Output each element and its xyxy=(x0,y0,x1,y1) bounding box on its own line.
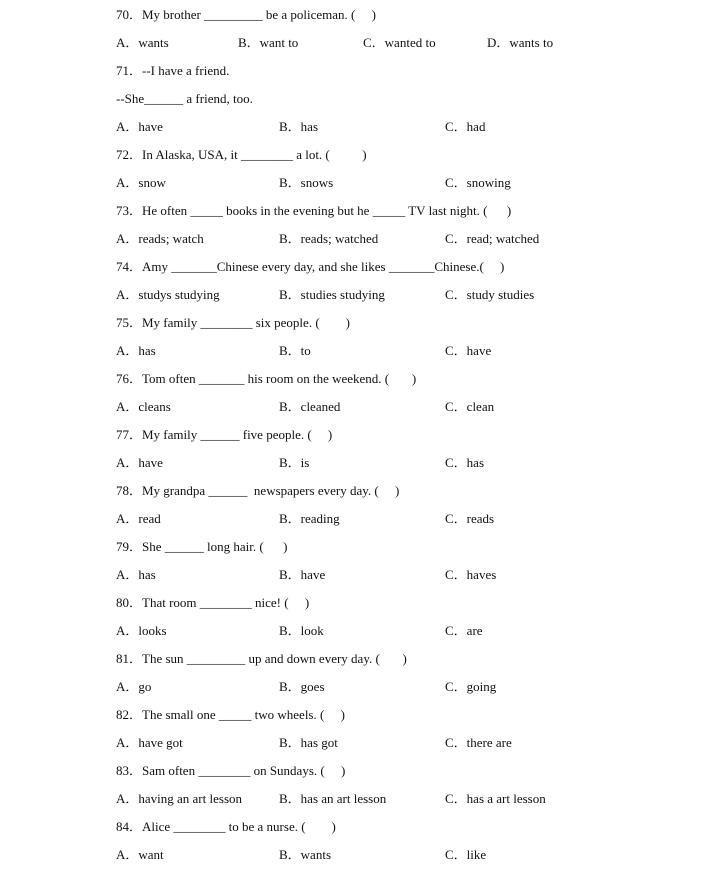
answer-option-b[interactable]: B．reading xyxy=(279,511,340,526)
question-stem: 80．That room ________ nice! ( ) xyxy=(116,595,310,610)
answer-option-b[interactable]: B．to xyxy=(279,343,311,358)
answer-option-b[interactable]: B．has got xyxy=(279,735,338,750)
answer-option-c[interactable]: C．snowing xyxy=(445,175,511,190)
answer-option-b[interactable]: B．look xyxy=(279,623,324,638)
answer-option-c[interactable]: C．clean xyxy=(445,399,495,414)
question-stem: 83．Sam often ________ on Sundays. ( ) xyxy=(116,763,346,778)
answer-option-c[interactable]: C．read; watched xyxy=(445,231,540,246)
answer-option-a[interactable]: A．reads; watch xyxy=(116,231,204,246)
answer-option-a[interactable]: A．has xyxy=(116,567,156,582)
answer-option-b[interactable]: B．studies studying xyxy=(279,287,385,302)
answer-option-a[interactable]: A．have xyxy=(116,455,163,470)
answer-option-b[interactable]: B．have xyxy=(279,567,326,582)
question-stem: 73．He often _____ books in the evening but he _____ TV last night. ( ) xyxy=(116,203,512,218)
question-stem: 84．Alice ________ to be a nurse. ( ) xyxy=(116,819,336,834)
answer-option-a[interactable]: A．read xyxy=(116,511,161,526)
answer-option-a[interactable]: A．go xyxy=(116,679,152,694)
answer-option-c[interactable]: C．has a art lesson xyxy=(445,791,546,806)
question-stem: 78．My grandpa ______ newspapers every day. ( ) xyxy=(116,483,400,498)
answer-option-a[interactable]: A．has xyxy=(116,343,156,358)
answer-option-a[interactable]: A．looks xyxy=(116,623,167,638)
answer-option-d[interactable]: D．wants to xyxy=(487,35,554,50)
answer-option-a[interactable]: A．studys studying xyxy=(116,287,220,302)
answer-option-c[interactable]: C．study studies xyxy=(445,287,535,302)
answer-option-c[interactable]: C．going xyxy=(445,679,497,694)
answer-option-a[interactable]: A．want xyxy=(116,847,164,862)
answer-option-b[interactable]: B．want to xyxy=(238,35,299,50)
answer-option-c[interactable]: C．had xyxy=(445,119,486,134)
answer-option-a[interactable]: A．having an art lesson xyxy=(116,791,243,806)
answer-option-b[interactable]: B．cleaned xyxy=(279,399,341,414)
answer-option-c[interactable]: C．have xyxy=(445,343,492,358)
answer-option-c[interactable]: C．haves xyxy=(445,567,497,582)
answer-option-b[interactable]: B．goes xyxy=(279,679,325,694)
answer-option-c[interactable]: C．has xyxy=(445,455,485,470)
answer-option-b[interactable]: B．reads; watched xyxy=(279,231,379,246)
question-stem: 79．She ______ long hair. ( ) xyxy=(116,539,288,554)
answer-option-a[interactable]: A．wants xyxy=(116,35,169,50)
question-stem: 74．Amy _______Chinese every day, and she likes _______Chinese.( ) xyxy=(116,259,505,274)
question-stem: 76．Tom often _______ his room on the weekend. ( ) xyxy=(116,371,417,386)
answer-option-b[interactable]: B．has an art lesson xyxy=(279,791,387,806)
answer-option-a[interactable]: A．have got xyxy=(116,735,183,750)
answer-option-c[interactable]: C．are xyxy=(445,623,483,638)
answer-option-c[interactable]: C．wanted to xyxy=(363,35,436,50)
answer-option-b[interactable]: B．wants xyxy=(279,847,332,862)
answer-option-b[interactable]: B．snows xyxy=(279,175,334,190)
question-stem: 77．My family ______ five people. ( ) xyxy=(116,427,333,442)
answer-option-b[interactable]: B．is xyxy=(279,455,310,470)
answer-option-c[interactable]: C．like xyxy=(445,847,487,862)
question-stem: 70．My brother _________ be a policeman. ( ) xyxy=(116,7,376,22)
answer-option-a[interactable]: A．snow xyxy=(116,175,166,190)
question-stem: 81．The sun _________ up and down every day. ( ) xyxy=(116,651,407,666)
answer-option-b[interactable]: B．has xyxy=(279,119,319,134)
answer-option-a[interactable]: A．cleans xyxy=(116,399,171,414)
answer-option-a[interactable]: A．have xyxy=(116,119,163,134)
question-stem: 75．My family ________ six people. ( ) xyxy=(116,315,350,330)
answer-option-c[interactable]: C．there are xyxy=(445,735,512,750)
question-stem: --She______ a friend, too. xyxy=(116,91,253,106)
answer-option-c[interactable]: C．reads xyxy=(445,511,495,526)
question-stem: 71．--I have a friend. xyxy=(116,63,230,78)
question-stem: 72．In Alaska, USA, it ________ a lot. ( ) xyxy=(116,147,367,162)
question-stem: 82．The small one _____ two wheels. ( ) xyxy=(116,707,345,722)
